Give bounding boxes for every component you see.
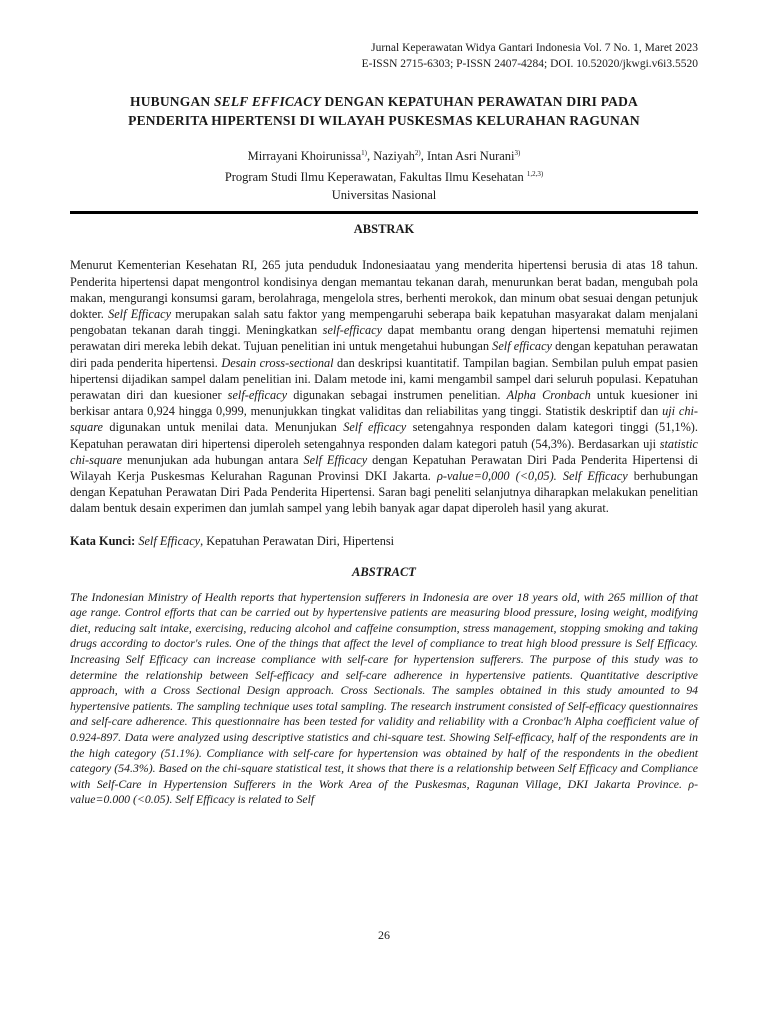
keywords	[70, 533, 698, 549]
abstrak-italic: Alpha Cronbach	[506, 387, 591, 402]
abstrak-text: dapat membantu orang dengan hipertensi mematuhi rejimen perawatan diri mereka lebih dekat. Tujuan penelitian ini untuk mengetahui hubungan	[70, 323, 698, 354]
title-line-2: PENDERITA HIPERTENSI DI WILAYAH PUSKESMAS KELURAHAN RAGUNAN	[128, 113, 640, 128]
abstrak-text: digunakan untuk menilai data. Menunjukan	[103, 420, 344, 435]
abstract-heading: ABSTRACT	[352, 564, 416, 579]
abstrak-text: dan deskripsi kuantitatif. Tampilan bagian. Sembilan puluh empat pasien hipertensi dijadikan sampel dalam penelitian ini. Dalam metode ini, kami mengambil sampel dari seluruh populasi. Kepatuhan perawatan diri dan kuesioner	[70, 355, 698, 402]
abstrak-text: Menurut Kementerian Kesehatan RI, 265 juta penduduk Indonesiaatau yang menderita hipertensi berusia di atas 18 tahun. Penderita hipertensi dapat mengontrol kondisinya dengan memantau tekanan darah, menurunkan berat badan, mengubah pola makan, mengurangi konsumsi garam, berolahraga, mengelola stres, berhenti merokok, dan minum obat sesuai dengan petunjuk dokter.	[70, 258, 698, 321]
abstrak-text: setengahnya responden dalam kategori tinggi (51,1%). Kepatuhan perawatan diri hipertensi diperoleh setengahnya responden dalam kategori patuh (54,3%). Berdasarkan uji	[70, 420, 698, 451]
author-1: Mirrayani Khoirunissa	[247, 149, 362, 164]
abstrak-italic: Self efficacy	[492, 339, 552, 354]
author-2-affil: 2)	[414, 149, 421, 157]
abstrak-text: dengan kepatuhan perawatan diri pada penderita hipertensi.	[70, 339, 698, 370]
program-text: Program Studi Ilmu Keperawatan, Fakultas Ilmu Kesehatan	[224, 170, 527, 185]
title-text-cont: DENGAN KEPATUHAN PERAWATAN DIRI PADA	[320, 94, 638, 109]
abstrak-italic: self-efficacy	[227, 387, 288, 402]
keywords-text: , Kepatuhan Perawatan Diri, Hipertensi	[200, 533, 395, 548]
author-block	[70, 144, 698, 204]
abstrak-text: dengan Kepatuhan Perawatan Diri Pada Penderita Hipertensi di Wilayah Kerja Puskesmas Kelurahan Ragunan Provinsi DKI Jakarta.	[70, 452, 698, 483]
journal-citation: Jurnal Keperawatan Widya Gantari Indonesia Vol. 7 No. 1, Maret 2023	[371, 42, 698, 54]
paper-page	[70, 40, 698, 808]
page-number: 26	[378, 928, 390, 942]
abstrak-italic: Self Efficacy	[108, 306, 172, 321]
program-affil: 1,2,3)	[526, 170, 544, 179]
abstract-body: The Indonesian Ministry of Health reports that hypertension sufferers in Indonesia are over 18 years old, with 265 million of that age range. Control efforts that can be carried out by hypertensive patients are measuring blood pressure, losing weight, modifying diet, reducing salt intake, exercising, reducing alcohol and caffeine consumption, stress management, stopping smoking and taking drugs according to doctor's rules. One of the things that affect the level of compliance to treat high blood pressure is Self Efficacy. Increasing Self Efficacy can increase compliance with self-care for hypertension sufferers. The purpose of this study was to determine the relationship between Self-efficacy and self-care adherence in hypertensive patients. Quantitative descriptive approach, with a Cross Sectional Design approach. Cross Sectionals. The samples obtained in this study amounted to 94 hypertensive patients. The sampling technique uses total sampling. The research instrument consisted of Self-efficacy questionnaires and self-care adherence. This questionnaire has been tested for validity and reliability with a Cronbac'h Alpha coefficient value of 0.924-897. Data were analyzed using descriptive statistics and chi-square test. Showing Self-efficacy, half of the respondents are in the high category (51.1%). Compliance with self-care for hypertension was obtained by half of the respondents in the obedient category (54.3%). Based on the chi-square statistical test, it shows that there is a relationship between Self Efficacy and Compliance with Self-Care in Hypertension Sufferers in the Work Area of the Puskesmas, Ragunan Village, DKI Jakarta Province. ρ-value=0.000 (<0.05). Self Efficacy is related to Self	[70, 589, 698, 807]
abstrak-text: untuk kuesioner ini berkisar antara 0,924 hingga 0,999, menunjukkan tingkat validitas dan reliabilitas yang tinggi. Statistik deskriptif dan	[70, 387, 698, 419]
author-list	[70, 144, 698, 165]
title-italic-text: SELF EFFICACY	[213, 94, 321, 109]
abstrak-italic: statistic chi-square	[70, 436, 698, 467]
abstrak-italic: ρ-value=0,000 (<0,05). Self Efficacy	[436, 468, 628, 483]
journal-header	[70, 40, 698, 72]
author-3-affil: 3)	[514, 149, 521, 157]
paper-title	[70, 92, 698, 130]
journal-identifiers: E-ISSN 2715-6303; P-ISSN 2407-4284; DOI. 10.52020/jkwgi.v6i3.5520	[361, 58, 698, 70]
abstrak-italic: Self efficacy	[343, 420, 407, 435]
author-2: , Naziyah	[367, 149, 415, 164]
affiliation-university: Universitas Nasional	[331, 188, 437, 203]
keywords-italic: Self Efficacy	[135, 533, 201, 548]
abstrak-text: menunjukan ada hubungan antara	[122, 452, 304, 467]
abstrak-text: merupakan salah satu faktor yang mempengaruhi seberapa baik kepatuhan masyarakat dalam menjalani pengobatan tekanan darah tinggi. Meningkatkan	[70, 306, 698, 338]
abstrak-heading: ABSTRAK	[353, 222, 415, 237]
author-3: , Intan Asri Nurani	[420, 149, 515, 164]
header-divider	[70, 211, 698, 214]
abstrak-text: berhubungan dengan Kepatuhan Perawatan Diri Pada Penderita Hipertensi. Saran bagi peneliti selanjutnya diharapkan melakukan penelitian dalam bentuk desain experimen dan jumlah sampel yang lebih banyak agar dapat diperoleh hasil yang akurat.	[70, 468, 698, 516]
abstrak-italic: Self Efficacy	[303, 452, 368, 467]
abstrak-italic: self-efficacy	[322, 323, 383, 338]
abstrak-italic: Desain cross-sectional	[221, 355, 334, 370]
affiliation-program	[70, 165, 698, 186]
author-1-affil: 1)	[361, 149, 368, 157]
abstrak-body	[70, 257, 698, 516]
title-text: HUBUNGAN	[130, 94, 214, 109]
abstrak-italic: uji chi-square	[70, 404, 698, 435]
keywords-label: Kata Kunci:	[70, 533, 136, 548]
abstrak-text: digunakan sebagai instrumen penelitian.	[287, 387, 507, 402]
